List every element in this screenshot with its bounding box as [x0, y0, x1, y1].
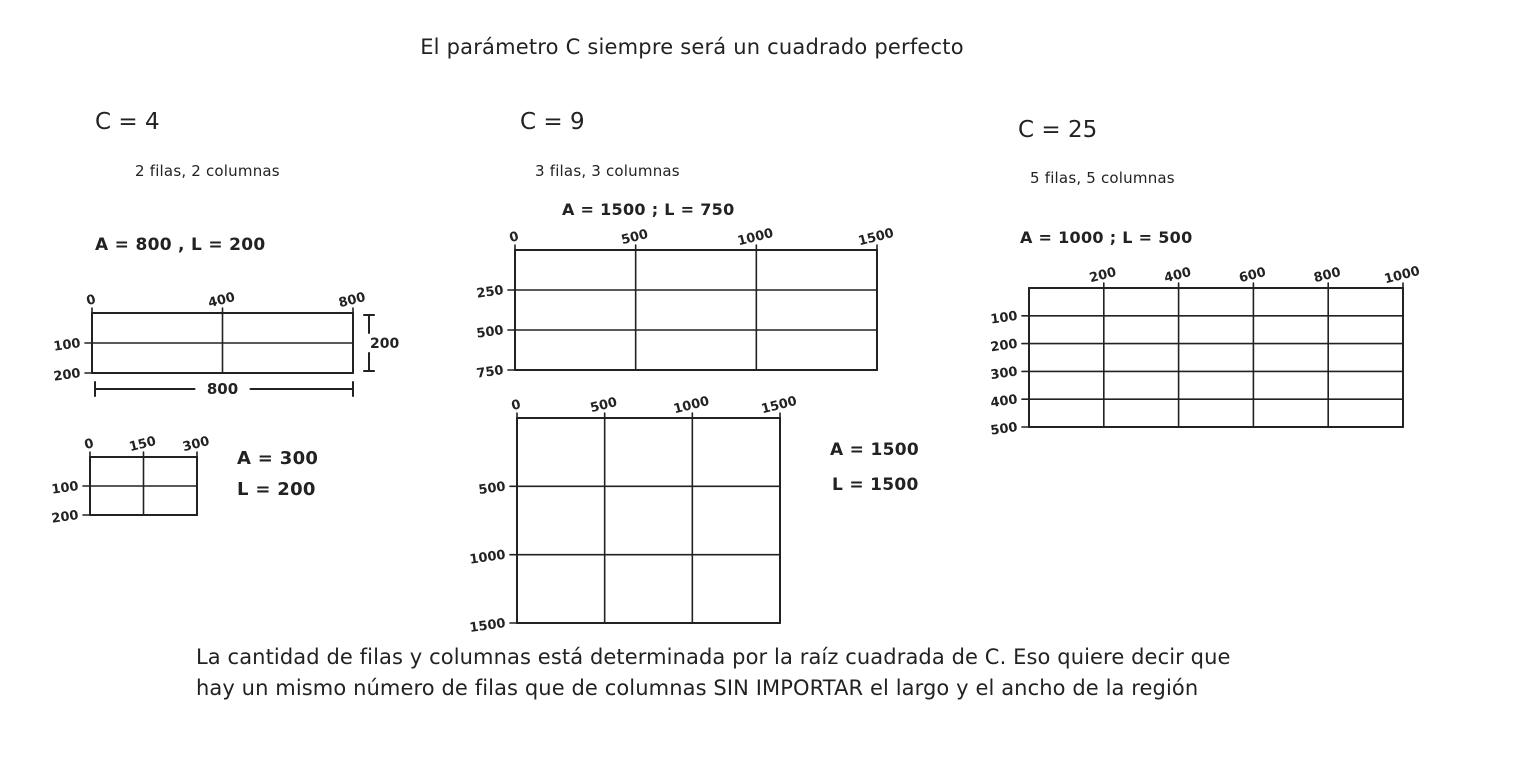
x-tick-label: 600: [1237, 265, 1268, 287]
section-c4-dims: 2 filas, 2 columnas: [135, 162, 280, 180]
footer-text-line2: hay un mismo número de filas que de columnas SIN IMPORTAR el largo y el ancho de la región: [196, 676, 1199, 700]
grid-c4-300x200: [50, 431, 217, 529]
x-tick-label: 200: [1087, 265, 1118, 287]
x-tick-label: 400: [1162, 265, 1193, 287]
x-tick-label: 0: [507, 229, 521, 246]
section-c4-heading: C = 4: [95, 109, 160, 135]
grid-c25-1000x500: [987, 256, 1443, 442]
x-tick-label: 500: [588, 395, 619, 417]
grid-c9-1500x1500-a-label: A = 1500: [830, 440, 919, 460]
x-tick-label: 500: [619, 227, 650, 249]
x-tick-label: 800: [337, 290, 368, 312]
y-tick-label: 400: [989, 392, 1019, 411]
y-tick-label: 750: [475, 363, 505, 382]
section-c25-heading: C = 25: [1018, 117, 1098, 143]
section-c9-dims: 3 filas, 3 columnas: [535, 162, 680, 180]
grid-c4-800x200: [52, 287, 404, 409]
y-tick-label: 500: [477, 479, 507, 499]
y-tick-label: 1500: [468, 616, 507, 636]
y-tick-label: 200: [52, 366, 82, 385]
page-title: El parámetro C siempre será un cuadrado perfecto: [420, 35, 964, 59]
x-tick-label: 1000: [1382, 263, 1422, 288]
y-tick-label: 500: [475, 323, 505, 342]
grid-lines: [510, 413, 780, 623]
grid-lines: [83, 452, 197, 515]
grid-c4-300x200-a-label: A = 300: [237, 448, 319, 469]
x-tick-label: 0: [82, 436, 96, 453]
y-tick-label: 250: [475, 283, 505, 302]
y-tick-label: 100: [989, 308, 1019, 328]
x-tick-label: 400: [206, 290, 237, 312]
x-tick-label: 1000: [672, 393, 711, 418]
grid-lines: [1022, 283, 1403, 427]
x-tick-label: 0: [84, 292, 98, 309]
y-tick-label: 200: [989, 336, 1019, 356]
x-tick-label: 1500: [856, 225, 896, 250]
y-tick-label: 100: [50, 479, 80, 498]
x-tick-label: 150: [127, 434, 158, 456]
y-tick-label: 500: [989, 420, 1019, 439]
grid-lines: [508, 245, 877, 370]
x-tick-label: 1500: [759, 393, 799, 418]
section-c4-al: A = 800 , L = 200: [95, 235, 266, 255]
height-dimension-label: 200: [370, 336, 400, 352]
grid-c9-1500x1500: [465, 394, 810, 638]
footer-text-line1: La cantidad de filas y columnas está determinada por la raíz cuadrada de C. Eso quiere decir que: [196, 645, 1231, 669]
grid-c9-1500x750: [467, 222, 907, 384]
x-tick-label: 800: [1312, 265, 1343, 287]
section-c25-dims: 5 filas, 5 columnas: [1030, 169, 1175, 187]
x-tick-label: 1000: [736, 225, 775, 250]
y-tick-label: 100: [52, 336, 82, 355]
section-c9-al: A = 1500 ; L = 750: [562, 200, 735, 219]
grid-c4-300x200-l-label: L = 200: [237, 479, 316, 500]
y-tick-label: 1000: [468, 547, 507, 568]
grid-c9-1500x1500-l-label: L = 1500: [832, 475, 919, 495]
y-tick-label: 300: [989, 364, 1019, 384]
x-tick-label: 300: [181, 434, 212, 456]
section-c9-heading: C = 9: [520, 109, 585, 135]
y-tick-label: 200: [50, 508, 80, 527]
section-c25-al: A = 1000 ; L = 500: [1020, 228, 1193, 247]
x-tick-label: 0: [509, 397, 523, 414]
width-dimension-label: 800: [206, 380, 239, 398]
